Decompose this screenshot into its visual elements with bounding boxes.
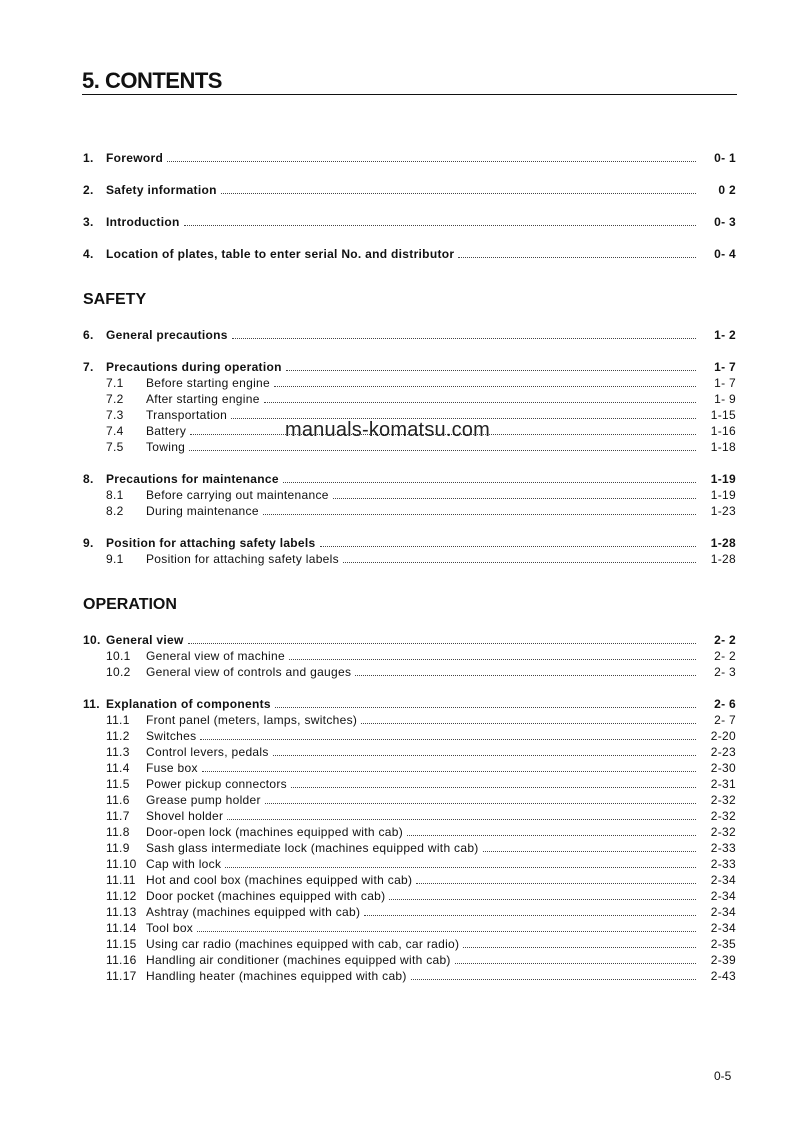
toc-subentry[interactable]	[83, 375, 736, 391]
page-title: 5. CONTENTS	[82, 68, 222, 93]
title-underline	[82, 94, 737, 95]
toc-group	[83, 214, 736, 230]
entry-page: 2-34	[710, 889, 736, 903]
entry-label: Precautions for maintenance	[106, 472, 279, 486]
entry-label: Ashtray (machines equipped with cab)	[146, 905, 361, 919]
entry-page: 0- 1	[714, 151, 736, 165]
entry-number: 11.13	[106, 905, 137, 919]
dot-leader	[225, 866, 696, 868]
toc-subentry[interactable]	[83, 728, 736, 744]
entry-number: 8.2	[106, 504, 124, 518]
dot-leader	[389, 898, 696, 900]
entry-number: 9.1	[106, 552, 124, 566]
entry-number: 2.	[83, 183, 94, 197]
entry-label: Safety information	[106, 183, 217, 197]
entry-label: General precautions	[106, 328, 228, 342]
entry-label: Control levers, pedals	[146, 745, 269, 759]
entry-page: 1- 7	[714, 360, 736, 374]
toc-group	[83, 632, 736, 680]
toc-entry[interactable]	[83, 696, 736, 712]
dot-leader	[263, 513, 696, 515]
toc-entry[interactable]	[83, 327, 736, 343]
entry-number: 9.	[83, 536, 94, 550]
dot-leader	[416, 882, 696, 884]
entry-label: Handling air conditioner (machines equipped with cab)	[146, 953, 451, 967]
entry-page: 1-23	[710, 504, 736, 518]
page-number: 0-5	[714, 1069, 732, 1083]
dot-leader	[343, 561, 696, 563]
entry-label: Location of plates, table to enter serial No. and distributor	[106, 247, 455, 261]
toc-entry[interactable]	[83, 214, 736, 230]
entry-label: Battery	[146, 424, 187, 438]
entry-number: 11.16	[106, 953, 137, 967]
toc-subentry[interactable]	[83, 648, 736, 664]
toc-subentry[interactable]	[83, 904, 736, 920]
toc-subentry[interactable]	[83, 968, 736, 984]
toc-group	[83, 535, 736, 567]
dot-leader	[202, 770, 696, 772]
entry-page: 2- 7	[714, 713, 736, 727]
entry-page: 1-28	[710, 536, 736, 550]
toc-group	[83, 150, 736, 166]
entry-page: 2-20	[710, 729, 736, 743]
entry-page: 1- 7	[714, 376, 736, 390]
dot-leader	[273, 754, 696, 756]
entry-number: 10.2	[106, 665, 131, 679]
toc-entry[interactable]	[83, 359, 736, 375]
toc-entry[interactable]	[83, 632, 736, 648]
entry-number: 11.15	[106, 937, 137, 951]
entry-number: 10.	[83, 633, 101, 647]
entry-label: Sash glass intermediate lock (machines equipped with cab)	[146, 841, 479, 855]
entry-label: Position for attaching safety labels	[146, 552, 339, 566]
entry-label: Foreword	[106, 151, 164, 165]
entry-page: 0- 3	[714, 215, 736, 229]
dot-leader	[455, 962, 696, 964]
entry-number: 11.9	[106, 841, 130, 855]
dot-leader	[227, 818, 696, 820]
toc-subentry[interactable]	[83, 872, 736, 888]
entry-number: 11.8	[106, 825, 130, 839]
toc-group	[83, 327, 736, 343]
toc-subentry[interactable]	[83, 856, 736, 872]
entry-page: 2- 3	[714, 665, 736, 679]
entry-label: Fuse box	[146, 761, 198, 775]
entry-page: 2-31	[710, 777, 736, 791]
entry-page: 1-15	[710, 408, 736, 422]
entry-number: 11.1	[106, 713, 130, 727]
entry-label: Tool box	[146, 921, 194, 935]
entry-label: Power pickup connectors	[146, 777, 287, 791]
dot-leader	[483, 850, 696, 852]
entry-page: 2-33	[710, 841, 736, 855]
entry-label: General view	[106, 633, 184, 647]
entry-label: Explanation of components	[106, 697, 271, 711]
entry-page: 2-32	[710, 825, 736, 839]
entry-number: 11.	[83, 697, 100, 711]
entry-number: 7.4	[106, 424, 124, 438]
toc-entry[interactable]	[83, 150, 736, 166]
toc-subentry[interactable]	[83, 776, 736, 792]
entry-page: 2- 2	[714, 633, 736, 647]
dot-leader	[264, 401, 696, 403]
dot-leader	[407, 834, 696, 836]
dot-leader	[283, 481, 696, 483]
entry-label: Shovel holder	[146, 809, 224, 823]
entry-page: 1-28	[710, 552, 736, 566]
entry-page: 2-34	[710, 921, 736, 935]
dot-leader	[197, 930, 696, 932]
entry-label: Precautions during operation	[106, 360, 282, 374]
entry-page: 1-19	[710, 488, 736, 502]
section-heading: SAFETY	[83, 291, 147, 308]
entry-number: 11.3	[106, 745, 130, 759]
dot-leader	[265, 802, 696, 804]
entry-number: 7.1	[106, 376, 124, 390]
entry-number: 11.11	[106, 873, 136, 887]
entry-number: 8.1	[106, 488, 124, 502]
toc-group	[83, 471, 736, 519]
entry-number: 11.12	[106, 889, 137, 903]
entry-page: 2-43	[710, 969, 736, 983]
toc-subentry[interactable]	[83, 760, 736, 776]
entry-label: Using car radio (machines equipped with cab, car radio)	[146, 937, 460, 951]
toc-subentry[interactable]	[83, 808, 736, 824]
entry-label: Door pocket (machines equipped with cab)	[146, 889, 386, 903]
entry-page: 2-23	[710, 745, 736, 759]
entry-page: 0 2	[718, 183, 736, 197]
entry-label: Towing	[146, 440, 186, 454]
entry-label: After starting engine	[146, 392, 260, 406]
dot-leader	[289, 658, 696, 660]
toc-subentry[interactable]	[83, 391, 736, 407]
entry-number: 1.	[83, 151, 94, 165]
toc-entry[interactable]	[83, 471, 736, 487]
entry-page: 2-32	[710, 809, 736, 823]
toc-subentry[interactable]	[83, 712, 736, 728]
entry-page: 0- 4	[714, 247, 736, 261]
entry-label: General view of controls and gauges	[146, 665, 352, 679]
toc-section	[83, 595, 736, 984]
entry-label: Door-open lock (machines equipped with cab)	[146, 825, 404, 839]
dot-leader	[189, 449, 696, 451]
dot-leader	[275, 706, 696, 708]
entry-number: 11.2	[106, 729, 130, 743]
toc-entry[interactable]	[83, 182, 736, 198]
dot-leader	[167, 160, 696, 162]
entry-page: 2- 6	[714, 697, 736, 711]
entry-label: During maintenance	[146, 504, 259, 518]
dot-leader	[333, 497, 696, 499]
entry-number: 11.6	[106, 793, 130, 807]
entry-number: 11.14	[106, 921, 137, 935]
toc-group	[83, 182, 736, 198]
dot-leader	[274, 385, 696, 387]
dot-leader	[411, 978, 696, 980]
entry-label: Grease pump holder	[146, 793, 261, 807]
dot-leader	[364, 914, 696, 916]
entry-page: 1-18	[710, 440, 736, 454]
entry-page: 2-32	[710, 793, 736, 807]
entry-label: Handling heater (machines equipped with cab)	[146, 969, 407, 983]
entry-number: 3.	[83, 215, 94, 229]
toc-entry[interactable]	[83, 535, 736, 551]
toc-subentry[interactable]	[83, 888, 736, 904]
entry-page: 1-16	[710, 424, 736, 438]
entry-number: 11.4	[106, 761, 130, 775]
entry-label: Front panel (meters, lamps, switches)	[146, 713, 358, 727]
entry-label: Introduction	[106, 215, 180, 229]
entry-label: Before carrying out maintenance	[146, 488, 329, 502]
toc-subentry[interactable]	[83, 487, 736, 503]
toc-subentry[interactable]	[83, 824, 736, 840]
dot-leader	[221, 192, 696, 194]
dot-leader	[458, 256, 696, 258]
entry-number: 7.	[83, 360, 94, 374]
dot-leader	[463, 946, 696, 948]
entry-number: 11.7	[106, 809, 130, 823]
entry-number: 11.5	[106, 777, 130, 791]
entry-label: Cap with lock	[146, 857, 222, 871]
entry-page: 2-30	[710, 761, 736, 775]
table-of-contents	[83, 150, 736, 1000]
dot-leader	[184, 224, 696, 226]
toc-subentry[interactable]	[83, 952, 736, 968]
toc-subentry[interactable]	[83, 664, 736, 680]
entry-number: 11.10	[106, 857, 137, 871]
entry-page: 2-33	[710, 857, 736, 871]
toc-subentry[interactable]	[83, 840, 736, 856]
dot-leader	[320, 545, 696, 547]
dot-leader	[291, 786, 696, 788]
entry-page: 2-34	[710, 873, 736, 887]
toc-subentry[interactable]	[83, 551, 736, 567]
entry-number: 8.	[83, 472, 94, 486]
entry-label: Position for attaching safety labels	[106, 536, 316, 550]
dot-leader	[232, 337, 696, 339]
entry-label: Hot and cool box (machines equipped with cab)	[146, 873, 413, 887]
entry-label: Before starting engine	[146, 376, 271, 390]
entry-label: Transportation	[146, 408, 228, 422]
toc-subentry[interactable]	[83, 744, 736, 760]
dot-leader	[361, 722, 696, 724]
dot-leader	[286, 369, 696, 371]
toc-entry[interactable]	[83, 246, 736, 262]
entry-number: 7.5	[106, 440, 124, 454]
dot-leader	[188, 642, 696, 644]
entry-page: 2-39	[710, 953, 736, 967]
toc-group	[83, 696, 736, 984]
entry-number: 7.2	[106, 392, 124, 406]
entry-page: 2-34	[710, 905, 736, 919]
entry-page: 2-35	[710, 937, 736, 951]
entry-page: 1-19	[710, 472, 736, 486]
toc-subentry[interactable]	[83, 503, 736, 519]
entry-label: Switches	[146, 729, 197, 743]
entry-number: 4.	[83, 247, 94, 261]
toc-subentry[interactable]	[83, 920, 736, 936]
entry-page: 2- 2	[714, 649, 736, 663]
dot-leader	[355, 674, 696, 676]
entry-number: 10.1	[106, 649, 131, 663]
toc-subentry[interactable]	[83, 792, 736, 808]
entry-number: 11.17	[106, 969, 137, 983]
entry-page: 1- 9	[714, 392, 736, 406]
entry-number: 7.3	[106, 408, 124, 422]
toc-section	[83, 150, 736, 262]
entry-label: General view of machine	[146, 649, 285, 663]
entry-number: 6.	[83, 328, 94, 342]
entry-page: 1- 2	[714, 328, 736, 342]
watermark: manuals-komatsu.com	[285, 419, 490, 441]
section-heading: OPERATION	[83, 596, 177, 613]
toc-subentry[interactable]	[83, 936, 736, 952]
toc-group	[83, 246, 736, 262]
dot-leader	[200, 738, 696, 740]
